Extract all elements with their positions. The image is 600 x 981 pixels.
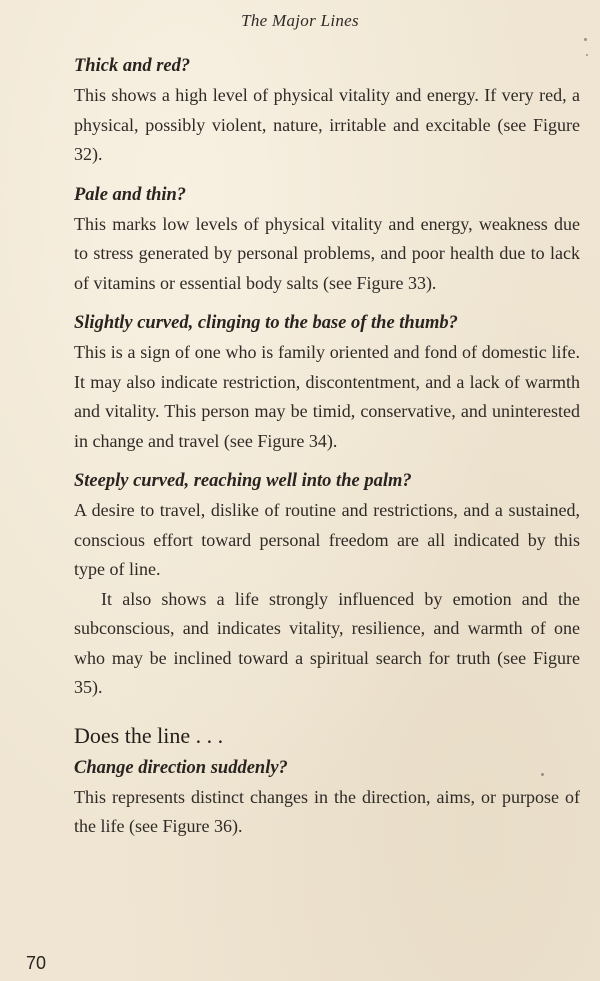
entry-thick-and-red <box>74 51 580 170</box>
entry-text: This marks low levels of physical vitality and energy, weakness due to stress generated by personal problems, and poor health due to lack of vitamins or essential body salts (see Figure 33). <box>74 213 580 293</box>
entry-text: A desire to travel, dislike of routine and restrictions, and a sustained, conscious effort toward personal freedom are all indicated by this type of line. <box>74 500 580 579</box>
running-head: The Major Lines <box>241 11 359 30</box>
entry-question: Pale and thin? <box>74 184 187 205</box>
entry-slightly-curved <box>74 308 580 456</box>
entry-text: This is a sign of one who is family oriented and fond of domestic life. It may also indicate restriction, discontentment, and a lack of warmth and vitality. This person may be timid, conservative, and uninterested in change and travel (see Figure 34). <box>74 342 580 451</box>
page-number: 70 <box>26 953 47 973</box>
entry-question: Slightly curved, clinging to the base of the thumb? <box>74 313 458 333</box>
entry-steeply-curved <box>74 466 580 703</box>
entry-text: This shows a high level of physical vitality and energy. If very red, a physical, possibly violent, nature, irritable and excitable (see Figure 32). <box>74 85 580 164</box>
entry-pale-and-thin <box>74 180 580 299</box>
paper-speck <box>541 773 544 776</box>
section-does-the-line <box>74 719 580 842</box>
entry-text-continued: It also shows a life strongly influenced by emotion and the subconscious, and indicates vitality, resilience, and warmth of one who may be inclined toward a spiritual search for truth (see Figure 35). <box>74 588 580 697</box>
entry-text: This represents distinct changes in the direction, aims, or purpose of the life (see Figure 36). <box>74 786 580 836</box>
page-body <box>74 51 580 842</box>
section-heading: Does the line . . . <box>74 722 224 748</box>
entry-question: Steeply curved, reaching well into the palm? <box>74 471 412 491</box>
entry-question: Thick and red? <box>74 56 191 76</box>
paper-speck <box>584 38 587 41</box>
entry-question: Change direction suddenly? <box>74 757 288 778</box>
paper-speck <box>586 54 588 56</box>
